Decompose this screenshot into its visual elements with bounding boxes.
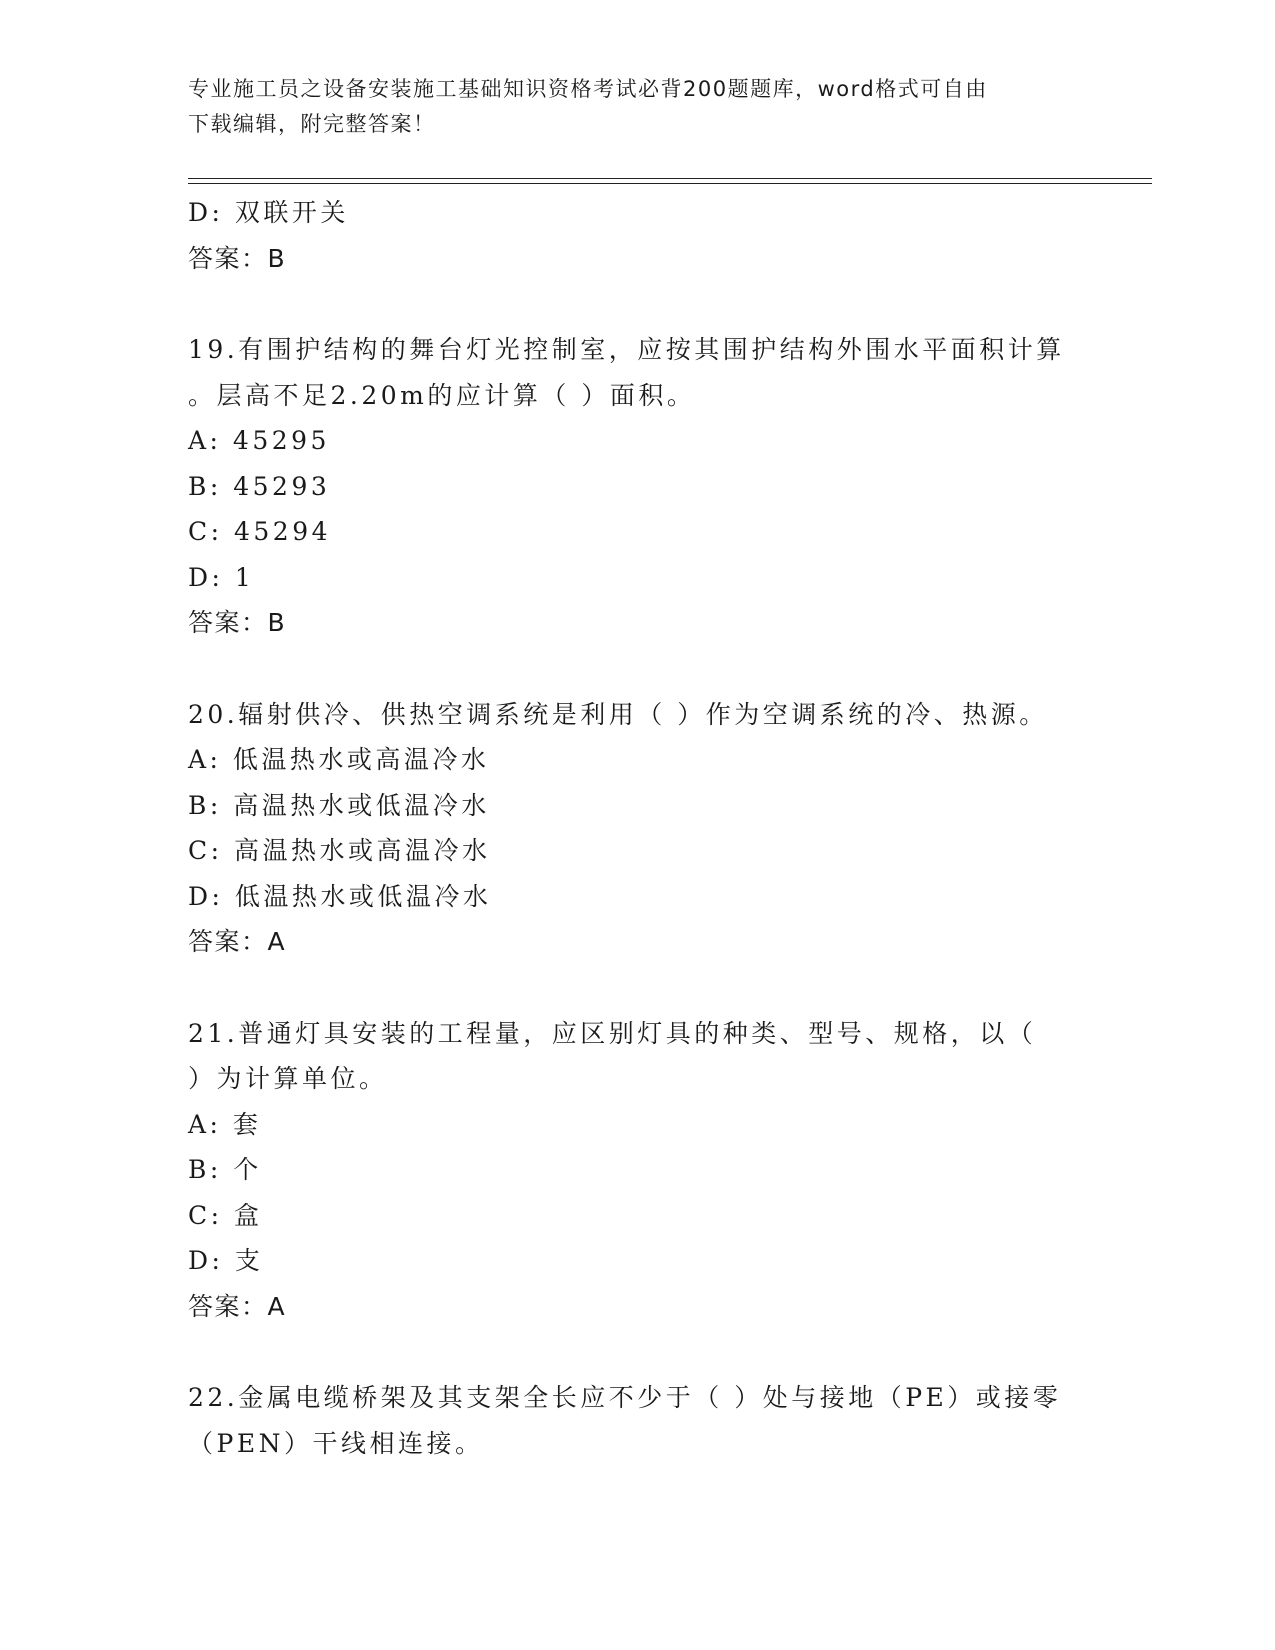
question-22 (188, 1375, 1088, 1466)
previous-question-tail (188, 190, 1088, 281)
option-d: D: 双联开关 (188, 198, 349, 227)
question-stem-line: （PEN）干线相连接。 (188, 1428, 484, 1458)
question-stem-line: 20.辐射供冷、供热空调系统是利用（ ）作为空调系统的冷、热源。 (188, 699, 1048, 729)
option-d: D: 1 (188, 562, 255, 592)
question-stem-line: 22.金属电缆桥架及其支架全长应不少于（ ）处与接地（PE）或接零 (188, 1383, 1062, 1412)
option-c: C: 45294 (188, 517, 332, 546)
option-c: C: 高温热水或高温冷水 (188, 836, 491, 865)
option-a: A: 低温热水或高温冷水 (188, 745, 490, 774)
answer-line: 答案：A (188, 1291, 287, 1321)
answer-line: 答案：A (188, 927, 287, 956)
document-header (188, 72, 1068, 142)
answer-line: 答案：B (188, 243, 287, 273)
question-stem-line: 21.普通灯具安装的工程量，应区别灯具的种类、型号、规格，以（ (188, 1018, 1037, 1048)
answer-line: 答案：B (188, 608, 287, 637)
header-line-1: 专业施工员之设备安装施工基础知识资格考试必背200题题库，word格式可自由 (188, 77, 988, 101)
option-d: D: 支 (188, 1246, 264, 1275)
option-a: A: 套 (188, 1109, 262, 1139)
question-stem-line: 19.有围护结构的舞台灯光控制室，应按其围护结构外围水平面积计算 (188, 335, 1065, 364)
question-list (188, 190, 1088, 1466)
option-d: D: 低温热水或低温冷水 (188, 881, 492, 911)
option-c: C: 盒 (188, 1200, 263, 1230)
header-rule-bottom (188, 183, 1152, 184)
question-stem-line: ）为计算单位。 (188, 1064, 388, 1093)
option-b: B: 45293 (188, 471, 331, 501)
header-line-2: 下载编辑，附完整答案！ (188, 112, 436, 136)
option-a: A: 45295 (188, 426, 330, 455)
question-stem-line: 。层高不足2.20m的应计算（ ）面积。 (188, 380, 696, 410)
header-rule-top (188, 178, 1152, 179)
option-b: B: 高温热水或低温冷水 (188, 790, 490, 820)
question-20 (188, 692, 1088, 965)
question-21 (188, 1011, 1088, 1330)
question-19 (188, 327, 1088, 646)
option-b: B: 个 (188, 1155, 262, 1184)
